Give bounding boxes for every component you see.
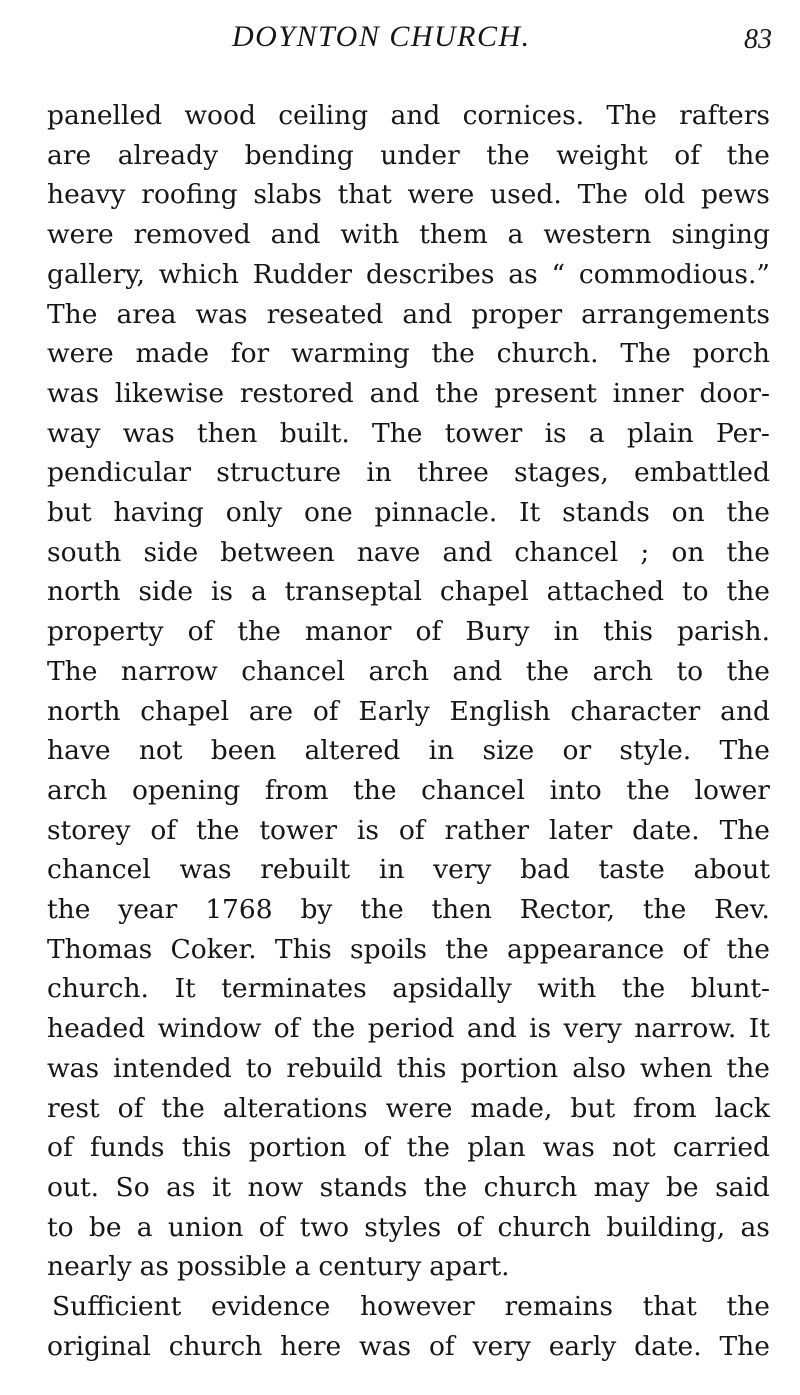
text-line: The area was reseated and proper arrangements bbox=[47, 298, 770, 330]
text-line: storey of the tower is of rather later date. The bbox=[47, 814, 770, 846]
running-header bbox=[0, 18, 800, 58]
text-line: rest of the alterations were made, but from lack bbox=[47, 1092, 770, 1124]
text-line: property of the manor of Bury in this parish. bbox=[47, 616, 770, 648]
text-line: were removed and with them a western singing bbox=[47, 219, 770, 251]
text-line: headed window of the period and is very narrow. It bbox=[47, 1013, 770, 1045]
text-line: was intended to rebuild this portion also when the bbox=[47, 1052, 770, 1084]
text-line: were made for warming the church. The porch bbox=[47, 338, 770, 370]
page-number: 83 bbox=[744, 24, 772, 55]
text-line: Thomas Coker. This spoils the appearance of the bbox=[47, 933, 770, 965]
text-line: north chapel are of Early English character and bbox=[47, 695, 770, 727]
text-line: to be a union of two styles of church building, as bbox=[47, 1211, 770, 1243]
text-line: way was then built. The tower is a plain Per- bbox=[47, 417, 770, 449]
text-line: nearly as possible a century apart. bbox=[47, 1251, 510, 1283]
text-line: out. So as it now stands the church may be said bbox=[47, 1171, 770, 1203]
text-line: are already bending under the weight of the bbox=[47, 139, 770, 171]
text-line: The narrow chancel arch and the arch to the bbox=[47, 655, 770, 687]
running-title: DOYNTON CHURCH. bbox=[232, 20, 531, 53]
text-line: have not been altered in size or style. The bbox=[47, 735, 770, 767]
text-line: arch opening from the chancel into the lower bbox=[47, 774, 770, 806]
text-line: original church here was of very early date. The bbox=[47, 1330, 770, 1362]
text-line: pendicular structure in three stages, embattled bbox=[47, 457, 770, 489]
text-line: was likewise restored and the present inner door- bbox=[47, 377, 770, 409]
text-line: of funds this portion of the plan was not carried bbox=[47, 1132, 770, 1164]
text-line: panelled wood ceiling and cornices. The rafters bbox=[47, 100, 770, 131]
text-line: chancel was rebuilt in very bad taste about bbox=[47, 854, 770, 886]
text-line: but having only one pinnacle. It stands on the bbox=[47, 497, 770, 528]
text-line: the year 1768 by the then Rector, the Rev. bbox=[47, 894, 770, 925]
text-line: heavy roofing slabs that were used. The old pews bbox=[47, 179, 770, 211]
text-line: church. It terminates apsidally with the blunt- bbox=[47, 973, 770, 1005]
text-line: north side is a transeptal chapel attached to the bbox=[47, 576, 770, 608]
text-line: gallery, which Rudder describes as “ commodious.” bbox=[47, 258, 770, 290]
text-line: south side between nave and chancel ; on the bbox=[47, 536, 770, 568]
text-line: Sufficient evidence however remains that the bbox=[52, 1291, 770, 1322]
